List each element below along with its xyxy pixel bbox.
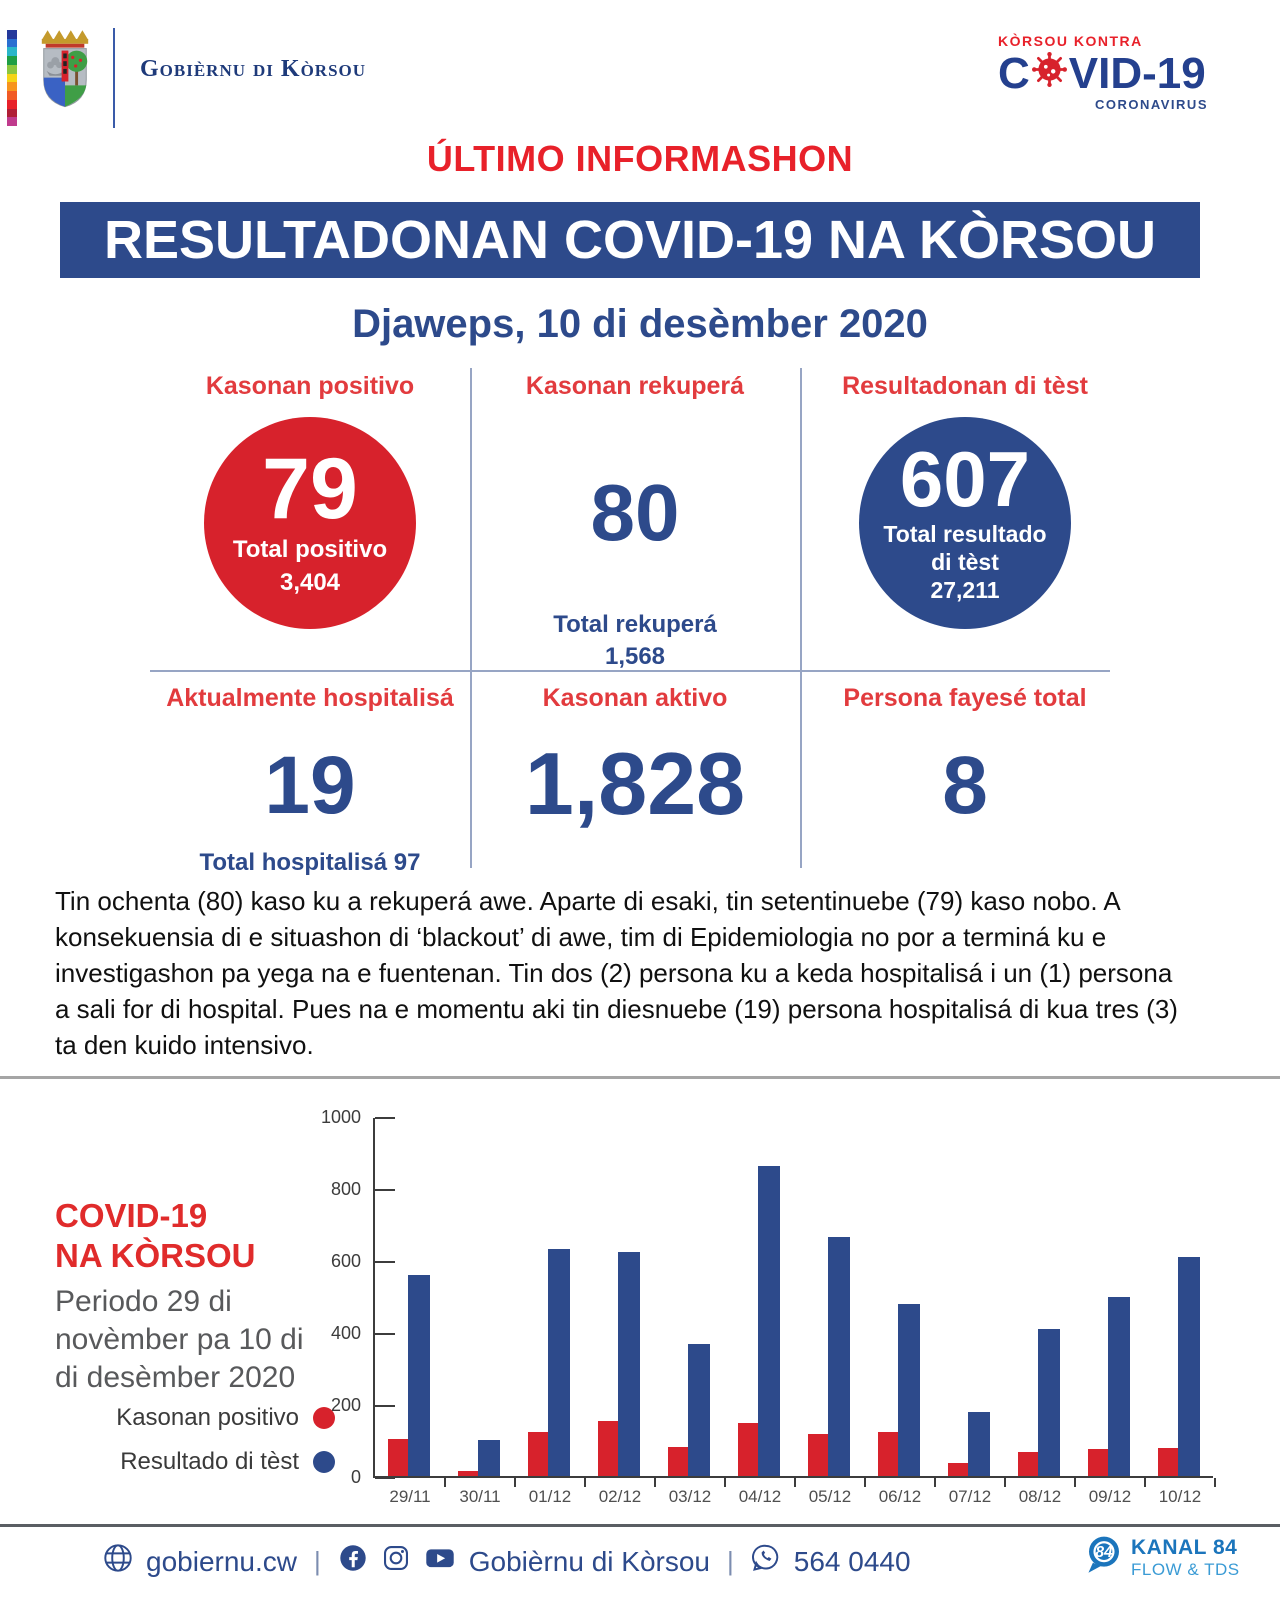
bar-test-01/12 [548, 1249, 570, 1476]
footer-separator [0, 1524, 1280, 1527]
bar-positivo-05/12 [808, 1434, 828, 1476]
chart-title-line2: NA KÒRSOU [55, 1237, 256, 1275]
y-tick [375, 1477, 395, 1479]
bar-positivo-02/12 [598, 1421, 618, 1476]
rainbow-stripe [7, 30, 17, 126]
virus-icon [1031, 51, 1068, 96]
y-tick [375, 1117, 395, 1119]
bar-positivo-06/12 [878, 1432, 898, 1476]
footer-contact-row [103, 1543, 911, 1580]
bar-test-09/12 [1108, 1297, 1130, 1476]
page-title-banner: RESULTADONAN COVID-19 NA KÒRSOU [60, 202, 1200, 278]
stat-value: 8 [942, 740, 988, 831]
x-label: 01/12 [528, 1487, 572, 1506]
curacao-coat-of-arms-icon [36, 24, 94, 115]
stat-resultadonan-test [800, 372, 1130, 629]
bar-positivo-07/12 [948, 1463, 968, 1476]
header-divider [113, 28, 115, 128]
chart-legend [95, 1396, 335, 1484]
stat-label: Resultadonan di tèst [842, 372, 1088, 400]
stat-sub2: di tèst [931, 549, 999, 576]
y-tick [375, 1189, 395, 1191]
x-tick [1214, 1478, 1216, 1487]
stat-label: Kasonan positivo [205, 372, 415, 400]
x-label: 10/12 [1158, 1487, 1202, 1506]
stat-value: 1,828 [524, 734, 746, 833]
x-tick [1004, 1478, 1006, 1487]
globe-icon [103, 1543, 133, 1580]
kanal84-title: KANAL 84 [1131, 1535, 1238, 1559]
stat-hospitalisa [150, 684, 470, 877]
x-label: 30/11 [459, 1487, 501, 1506]
x-label: 07/12 [948, 1487, 992, 1506]
bar-positivo-30/11 [458, 1471, 478, 1476]
legend-label: Resultado di tèst [120, 1448, 299, 1475]
footer-pipe: | [727, 1546, 734, 1576]
x-tick [584, 1478, 586, 1487]
campaign-subtitle: CORONAVIRUS [1094, 97, 1208, 112]
stat-label: Aktualmente hospitalisá [166, 684, 454, 712]
x-label: 03/12 [668, 1487, 712, 1506]
facebook-icon [338, 1543, 368, 1580]
stripe-segment [7, 91, 17, 100]
stat-sub-total: 27,211 [930, 577, 1000, 604]
bar-test-04/12 [758, 1166, 780, 1476]
x-tick [444, 1478, 446, 1487]
stat-sub-total: 1,568 [604, 643, 666, 670]
x-tick [1074, 1478, 1076, 1487]
bar-positivo-01/12 [528, 1432, 548, 1476]
stripe-segment [7, 117, 17, 126]
stripe-segment [7, 56, 17, 65]
stripe-segment [7, 82, 17, 91]
bar-positivo-08/12 [1018, 1452, 1038, 1476]
y-tick-label: 200 [330, 1395, 361, 1415]
stat-value: 79 [262, 440, 358, 537]
bar-test-10/12 [1178, 1257, 1200, 1476]
y-tick [375, 1405, 395, 1407]
chart-title [55, 1196, 255, 1277]
campaign-kicker: KÒRSOU KONTRA [998, 33, 1143, 49]
x-tick [794, 1478, 796, 1487]
stat-sub-total: Total hospitalisá 97 [199, 849, 421, 876]
covid19-campaign-logo [998, 33, 1208, 112]
positivo-circle [204, 417, 416, 629]
bar-test-05/12 [828, 1237, 850, 1476]
stripe-segment [7, 65, 17, 74]
kanal84-subtitle: FLOW & TDS [1131, 1559, 1240, 1579]
stat-kasonan-rekupera [470, 372, 800, 671]
bar-test-30/11 [478, 1440, 500, 1476]
kanal84-bubble-icon [1085, 1535, 1123, 1580]
x-label: 08/12 [1018, 1487, 1062, 1506]
x-label: 05/12 [808, 1487, 852, 1506]
x-tick [654, 1478, 656, 1487]
grid-divider-horizontal [150, 670, 1110, 672]
report-date: Djaweps, 10 di desèmber 2020 [352, 302, 928, 346]
x-label: 04/12 [738, 1487, 782, 1506]
stat-value: 607 [899, 434, 1031, 523]
footer-pipe: | [313, 1546, 321, 1576]
legend-item-test [95, 1440, 335, 1484]
y-tick-label: 0 [350, 1467, 361, 1487]
instagram-icon [381, 1543, 411, 1580]
news-paragraph: Tin ochenta (80) kaso ku a rekuperá awe. Aparte di esaki, tin setentinuebe (79) kaso nobo. A konsekuensia di e situashon di ‘blackout’ di awe, tim di Epidemiologia no por a terminá ku e investigashon pa yega na e fuentenan. Tin dos (2) persona ku a keda hospitalisá i un (1) persona a sali for di hospital. Pues na e momentu aki tin diesnuebe (19) persona hospitalisá di kua tres (3) ta den kuido intensivo. [55, 886, 1178, 1060]
stripe-segment [7, 30, 17, 39]
section-separator [0, 1076, 1280, 1079]
bar-positivo-29/11 [388, 1439, 408, 1476]
stat-kasonan-positivo [150, 372, 470, 629]
social-account-name: Gobièrnu di Kòrsou [468, 1545, 711, 1577]
y-tick [375, 1333, 395, 1335]
page-kicker: ÚLTIMO INFORMASHON [426, 138, 854, 179]
brand-rest: VID-19 [1068, 48, 1206, 98]
x-tick [934, 1478, 936, 1487]
legend-label: Kasonan positivo [116, 1404, 299, 1431]
bar-test-02/12 [618, 1252, 640, 1476]
x-label: 02/12 [598, 1487, 642, 1506]
stripe-segment [7, 109, 17, 118]
stat-sub-total: 3,404 [279, 568, 341, 596]
y-tick [375, 1261, 395, 1263]
brand-letter-c: C [998, 48, 1030, 98]
stripe-segment [7, 47, 17, 56]
x-tick [864, 1478, 866, 1487]
bar-test-06/12 [898, 1304, 920, 1476]
x-tick [1144, 1478, 1146, 1487]
x-tick [514, 1478, 516, 1487]
svg-text:84: 84 [1095, 1544, 1113, 1562]
stat-sub: Total resultado [883, 520, 1047, 547]
bar-positivo-09/12 [1088, 1449, 1108, 1476]
stat-sub: Total rekuperá [553, 611, 717, 638]
stat-label: Persona fayesé total [843, 684, 1087, 712]
stat-value: 80 [590, 468, 680, 557]
stat-kasonan-aktivo [470, 684, 800, 835]
phone-number: 564 0440 [793, 1545, 911, 1577]
stripe-segment [7, 39, 17, 48]
bar-positivo-03/12 [668, 1447, 688, 1476]
stat-label: Kasonan aktivo [542, 684, 728, 712]
website-link: gobiernu.cw [146, 1545, 297, 1577]
test-circle [859, 417, 1071, 629]
youtube-icon [424, 1543, 456, 1580]
stat-sub: Total positivo [232, 535, 388, 563]
x-label: 06/12 [878, 1487, 922, 1506]
y-tick-label: 1000 [320, 1107, 361, 1127]
campaign-brand [998, 48, 1208, 98]
bar-test-08/12 [1038, 1329, 1060, 1476]
x-label: 09/12 [1088, 1487, 1132, 1506]
legend-item-positivo [95, 1396, 335, 1440]
stat-persona-fayese [800, 684, 1130, 833]
government-name: Gobièrnu di Kòrsou [140, 56, 367, 82]
bar-test-07/12 [968, 1412, 990, 1476]
x-label: 29/11 [389, 1487, 431, 1506]
x-tick [724, 1478, 726, 1487]
stat-value: 19 [264, 740, 356, 831]
stat-label: Kasonan rekuperá [525, 372, 745, 400]
chart-title-line1: COVID-19 [55, 1197, 208, 1234]
bar-test-03/12 [688, 1344, 710, 1476]
chart-subtitle: Periodo 29 di novèmber pa 10 di di desèmber 2020 [55, 1285, 304, 1395]
bar-chart-plot [320, 1107, 1213, 1506]
stripe-segment [7, 74, 17, 83]
stripe-segment [7, 100, 17, 109]
bar-test-29/11 [408, 1275, 430, 1476]
whatsapp-icon [751, 1543, 781, 1580]
y-tick-label: 400 [330, 1323, 361, 1343]
y-tick-label: 800 [330, 1179, 361, 1199]
y-tick-label: 600 [330, 1251, 361, 1271]
kanal84-logo [1085, 1535, 1240, 1580]
bar-positivo-04/12 [738, 1423, 758, 1476]
bar-positivo-10/12 [1158, 1448, 1178, 1476]
